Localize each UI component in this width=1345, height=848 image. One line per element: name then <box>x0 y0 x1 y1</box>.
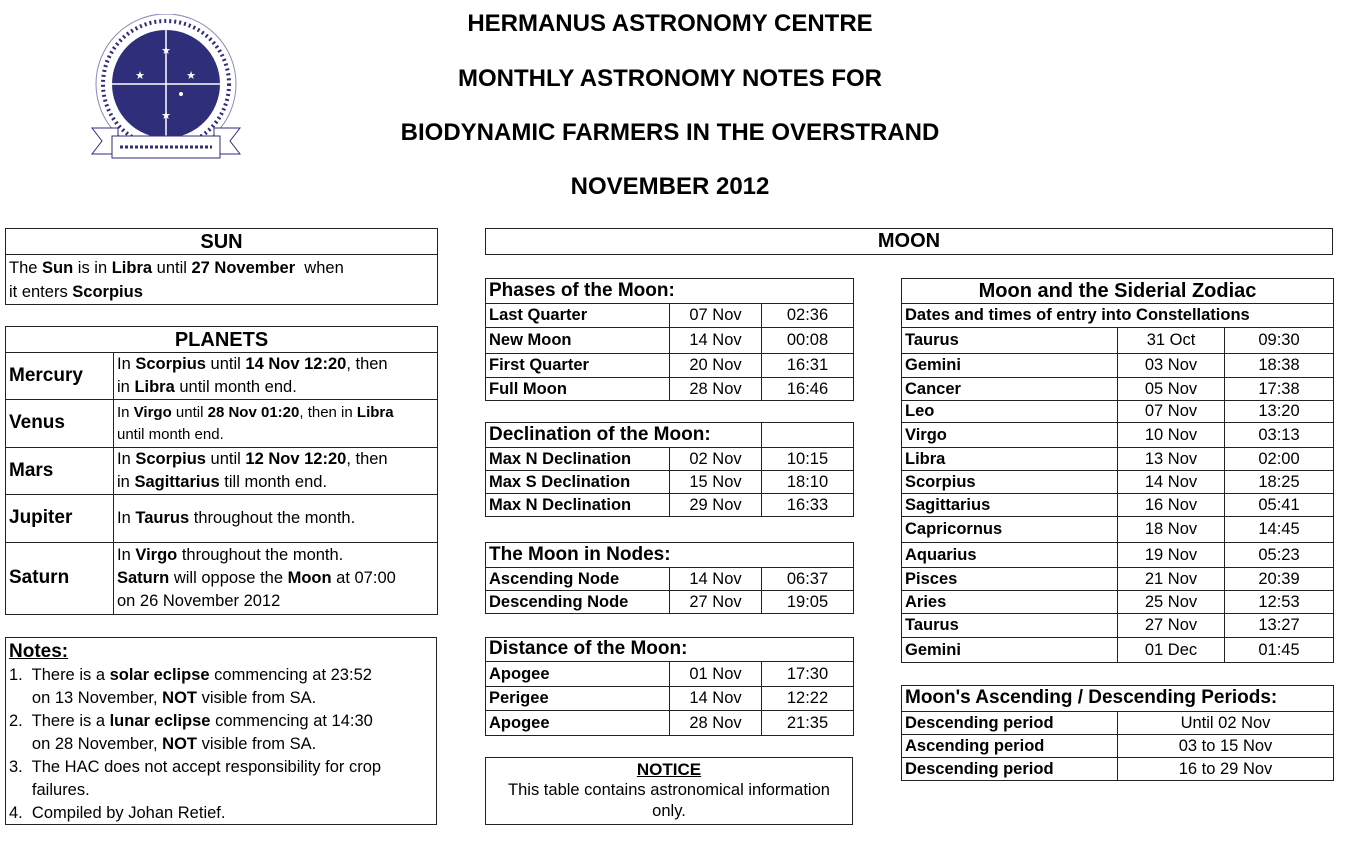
text: The <box>9 258 43 277</box>
table-row <box>486 328 854 354</box>
table-row <box>486 591 854 614</box>
row-label: Aries <box>902 591 1118 614</box>
header-subtitle: MONTHLY ASTRONOMY NOTES FOR <box>457 65 883 92</box>
row-date: 03 Nov <box>1118 354 1225 378</box>
row-time: 09:30 <box>1225 328 1334 354</box>
text: in <box>117 378 135 396</box>
bold-text: Scorpius <box>135 355 206 373</box>
table-row <box>486 662 854 687</box>
table-row <box>486 448 854 471</box>
row-time: 18:38 <box>1225 354 1334 378</box>
text-line <box>9 256 434 280</box>
row-time: 12:22 <box>762 687 854 711</box>
row-time: 05:41 <box>1225 494 1334 517</box>
text: 1. There is a <box>9 666 110 684</box>
row-label: Descending period <box>902 712 1118 735</box>
row-date: 07 Nov <box>1118 401 1225 423</box>
svg-text:★: ★ <box>135 69 145 82</box>
bold-text: Libra <box>356 403 394 421</box>
text-line <box>9 280 434 304</box>
text: on 13 November, <box>9 689 163 707</box>
row-date: 10 Nov <box>1118 423 1225 448</box>
table-row <box>902 712 1334 735</box>
nodes-table <box>485 542 854 614</box>
text: it enters <box>9 282 73 301</box>
row-date: 14 Nov <box>670 328 762 354</box>
text: In <box>117 355 136 373</box>
svg-text:★: ★ <box>161 109 171 122</box>
distance-title: Distance of the Moon: <box>486 638 854 662</box>
text: until <box>205 450 246 468</box>
table-row <box>902 568 1334 591</box>
row-time: 21:35 <box>762 711 854 736</box>
row-label: Apogee <box>486 662 670 687</box>
row-time: 00:08 <box>762 328 854 354</box>
text: , then in <box>299 403 357 421</box>
declination-title: Declination of the Moon: <box>486 423 762 448</box>
moon-heading: MOON <box>485 228 1333 255</box>
table-row <box>902 614 1334 638</box>
planet-row <box>6 495 438 543</box>
planet-name: Jupiter <box>6 495 114 543</box>
planet-description <box>114 448 438 495</box>
text-line <box>117 567 434 590</box>
text-line <box>9 733 433 756</box>
periods-title: Moon's Ascending / Descending Periods: <box>902 686 1334 712</box>
table-row <box>902 401 1334 423</box>
note-item <box>9 710 433 756</box>
row-label: First Quarter <box>486 354 670 378</box>
row-label: Sagittarius <box>902 494 1118 517</box>
row-time: 18:25 <box>1225 471 1334 494</box>
row-date: 25 Nov <box>1118 591 1225 614</box>
text: In <box>117 403 134 421</box>
text-line <box>117 471 434 494</box>
bold-text: lunar eclipse <box>109 712 211 730</box>
row-label: Descending period <box>902 758 1118 781</box>
row-time: 16:31 <box>762 354 854 378</box>
declination-table <box>485 422 854 517</box>
row-time: 16:46 <box>762 378 854 401</box>
row-date: 14 Nov <box>670 568 762 591</box>
row-date: 16 to 29 Nov <box>1118 758 1334 781</box>
bold-text: Scorpius <box>72 282 143 301</box>
planet-row <box>6 400 438 448</box>
text: till month end. <box>219 473 328 491</box>
bold-text: Virgo <box>135 546 178 564</box>
row-label: Aquarius <box>902 543 1118 568</box>
text: failures. <box>9 781 90 799</box>
table-row <box>902 378 1334 401</box>
empty-cell <box>762 423 854 448</box>
row-label: Pisces <box>902 568 1118 591</box>
text-line <box>9 710 433 733</box>
row-label: Full Moon <box>486 378 670 401</box>
row-date: 14 Nov <box>1118 471 1225 494</box>
table-row <box>902 735 1334 758</box>
bold-text: Saturn <box>117 569 170 587</box>
row-date: 03 to 15 Nov <box>1118 735 1334 758</box>
table-row <box>486 304 854 328</box>
text-line <box>117 402 434 424</box>
row-time: 02:00 <box>1225 448 1334 471</box>
bold-text: Taurus <box>135 509 190 527</box>
row-date: 07 Nov <box>670 304 762 328</box>
moon-periods-table <box>901 685 1333 781</box>
table-row <box>486 711 854 736</box>
bold-text: Libra <box>134 378 175 396</box>
row-label: Scorpius <box>902 471 1118 494</box>
text: at 07:00 <box>331 569 396 587</box>
bold-text: 12 Nov 12:20 <box>245 450 347 468</box>
planet-description <box>114 400 438 448</box>
row-time: 03:13 <box>1225 423 1334 448</box>
nodes-title: The Moon in Nodes: <box>486 543 854 568</box>
row-time: 13:27 <box>1225 614 1334 638</box>
row-time: 13:20 <box>1225 401 1334 423</box>
text-line <box>9 687 433 710</box>
text: 2. There is a <box>9 712 110 730</box>
text: visible from SA. <box>197 689 317 707</box>
table-row <box>902 354 1334 378</box>
text: is in <box>73 258 112 277</box>
planet-description <box>114 495 438 543</box>
bold-text: Virgo <box>133 403 172 421</box>
moon-nodes-table <box>485 542 853 614</box>
row-label: Virgo <box>902 423 1118 448</box>
row-date: 05 Nov <box>1118 378 1225 401</box>
text-line <box>117 544 434 567</box>
row-label: Taurus <box>902 614 1118 638</box>
text: in <box>117 473 135 491</box>
row-date: 28 Nov <box>670 711 762 736</box>
table-row <box>902 517 1334 543</box>
planet-name: Saturn <box>6 543 114 615</box>
row-time: 05:23 <box>1225 543 1334 568</box>
distance-table <box>485 637 854 736</box>
bold-text: 28 Nov 01:20 <box>207 403 300 421</box>
text: on 28 November, <box>9 735 163 753</box>
row-time: 10:15 <box>762 448 854 471</box>
header-month: NOVEMBER 2012 <box>570 173 770 200</box>
planet-description <box>114 543 438 615</box>
text-line <box>9 756 433 779</box>
note-item <box>9 664 433 710</box>
bold-text: Sun <box>42 258 74 277</box>
table-row <box>902 448 1334 471</box>
row-date: 27 Nov <box>670 591 762 614</box>
row-label: Ascending Node <box>486 568 670 591</box>
bold-text: Scorpius <box>135 450 206 468</box>
row-date: 29 Nov <box>670 494 762 517</box>
row-label: Perigee <box>486 687 670 711</box>
row-label: Libra <box>902 448 1118 471</box>
text: until <box>205 355 246 373</box>
planets-table <box>5 326 438 615</box>
row-label: Gemini <box>902 638 1118 663</box>
siderial-zodiac-table <box>901 278 1333 663</box>
row-time: 18:10 <box>762 471 854 494</box>
header-title: HERMANUS ASTRONOMY CENTRE <box>467 10 873 37</box>
notes-title: Notes: <box>9 641 69 662</box>
bold-text: Sagittarius <box>134 473 220 491</box>
text-line <box>117 353 434 376</box>
header-subtitle-2: BIODYNAMIC FARMERS IN THE OVERSTRAND <box>400 119 940 146</box>
row-time: 17:38 <box>1225 378 1334 401</box>
bold-text: solar eclipse <box>109 666 210 684</box>
row-date: 19 Nov <box>1118 543 1225 568</box>
row-date: 13 Nov <box>1118 448 1225 471</box>
row-date: 20 Nov <box>670 354 762 378</box>
row-date: 15 Nov <box>670 471 762 494</box>
text-line <box>117 424 434 446</box>
row-label: Last Quarter <box>486 304 670 328</box>
text-line <box>117 376 434 399</box>
text: until <box>171 403 208 421</box>
row-time: 02:36 <box>762 304 854 328</box>
table-row <box>902 328 1334 354</box>
row-label: Ascending period <box>902 735 1118 758</box>
planets-title: PLANETS <box>6 327 438 353</box>
row-time: 01:45 <box>1225 638 1334 663</box>
text: visible from SA. <box>197 735 317 753</box>
text: will oppose the <box>169 569 288 587</box>
table-row <box>486 354 854 378</box>
zodiac-table <box>901 278 1334 663</box>
row-time: 16:33 <box>762 494 854 517</box>
phases-title: Phases of the Moon: <box>486 279 854 304</box>
notice-box <box>485 757 853 825</box>
text-line <box>9 664 433 687</box>
text: In <box>117 509 136 527</box>
text: 3. The HAC does not accept responsibility for crop <box>9 758 382 776</box>
row-label: Taurus <box>902 328 1118 354</box>
notes-section <box>5 637 437 825</box>
table-row <box>486 378 854 401</box>
row-time: 06:37 <box>762 568 854 591</box>
zodiac-subtitle: Dates and times of entry into Constellations <box>902 304 1334 328</box>
hac-logo <box>88 14 244 162</box>
text: In <box>117 450 136 468</box>
sun-title: SUN <box>6 229 438 255</box>
note-item <box>9 802 433 825</box>
row-date: 27 Nov <box>1118 614 1225 638</box>
row-date: 28 Nov <box>670 378 762 401</box>
row-label: Max S Declination <box>486 471 670 494</box>
bold-text: NOT <box>162 689 198 707</box>
row-date: 21 Nov <box>1118 568 1225 591</box>
table-row <box>902 758 1334 781</box>
periods-table <box>901 685 1334 781</box>
row-label: Cancer <box>902 378 1118 401</box>
bold-text: 14 Nov 12:20 <box>245 355 347 373</box>
text: , then <box>346 355 388 373</box>
table-row <box>486 687 854 711</box>
row-label: Leo <box>902 401 1118 423</box>
text: throughout the month. <box>189 509 356 527</box>
text: commencing at 23:52 <box>209 666 372 684</box>
zodiac-title: Moon and the Siderial Zodiac <box>902 279 1334 304</box>
text: 4. Compiled by Johan Retief. <box>9 804 226 822</box>
bold-text: 27 November <box>191 258 296 277</box>
row-date: 01 Nov <box>670 662 762 687</box>
text: In <box>117 546 136 564</box>
row-date: 16 Nov <box>1118 494 1225 517</box>
notice-text: This table contains astronomical information only. <box>508 781 830 820</box>
planets-section <box>5 326 437 615</box>
row-label: Descending Node <box>486 591 670 614</box>
text-line <box>9 802 433 825</box>
row-date: 18 Nov <box>1118 517 1225 543</box>
row-date: 01 Dec <box>1118 638 1225 663</box>
note-item <box>9 756 433 802</box>
table-row <box>902 471 1334 494</box>
planet-name: Mercury <box>6 353 114 400</box>
row-label: Capricornus <box>902 517 1118 543</box>
moon-phases-table <box>485 278 853 401</box>
table-row <box>486 568 854 591</box>
row-label: New Moon <box>486 328 670 354</box>
text: when <box>295 258 344 277</box>
text-line <box>9 779 433 802</box>
table-row <box>902 638 1334 663</box>
planet-name: Venus <box>6 400 114 448</box>
bold-text: NOT <box>162 735 198 753</box>
table-row <box>902 543 1334 568</box>
planet-row <box>6 543 438 615</box>
planet-row <box>6 353 438 400</box>
table-row <box>902 494 1334 517</box>
bold-text: Libra <box>111 258 153 277</box>
row-label: Gemini <box>902 354 1118 378</box>
sun-table <box>5 228 438 305</box>
text: until <box>152 258 192 277</box>
row-time: 12:53 <box>1225 591 1334 614</box>
sun-section <box>5 228 437 305</box>
text: commencing at 14:30 <box>210 712 373 730</box>
planet-description <box>114 353 438 400</box>
table-row <box>486 494 854 517</box>
text: until month end. <box>174 378 297 396</box>
svg-text:★: ★ <box>186 69 196 82</box>
row-time: 17:30 <box>762 662 854 687</box>
planet-name: Mars <box>6 448 114 495</box>
text: until month end. <box>117 425 224 443</box>
bold-text: Moon <box>287 569 332 587</box>
text: , then <box>346 450 388 468</box>
row-date: 02 Nov <box>670 448 762 471</box>
row-time: 20:39 <box>1225 568 1334 591</box>
svg-text:★: ★ <box>161 44 171 57</box>
table-row <box>902 591 1334 614</box>
text-line <box>117 448 434 471</box>
text: throughout the month. <box>177 546 344 564</box>
text-line <box>117 507 434 530</box>
sun-text <box>6 255 438 305</box>
notice-title: NOTICE <box>636 760 702 779</box>
row-date: 31 Oct <box>1118 328 1225 354</box>
row-label: Max N Declination <box>486 448 670 471</box>
text: on 26 November 2012 <box>117 592 281 610</box>
row-time: 19:05 <box>762 591 854 614</box>
row-date: Until 02 Nov <box>1118 712 1334 735</box>
row-time: 14:45 <box>1225 517 1334 543</box>
moon-distance-table <box>485 637 853 736</box>
row-label: Max N Declination <box>486 494 670 517</box>
phases-table <box>485 278 854 401</box>
table-row <box>902 423 1334 448</box>
moon-declination-table <box>485 422 853 517</box>
text-line <box>117 590 434 613</box>
table-row <box>486 471 854 494</box>
row-date: 14 Nov <box>670 687 762 711</box>
planet-row <box>6 448 438 495</box>
row-label: Apogee <box>486 711 670 736</box>
